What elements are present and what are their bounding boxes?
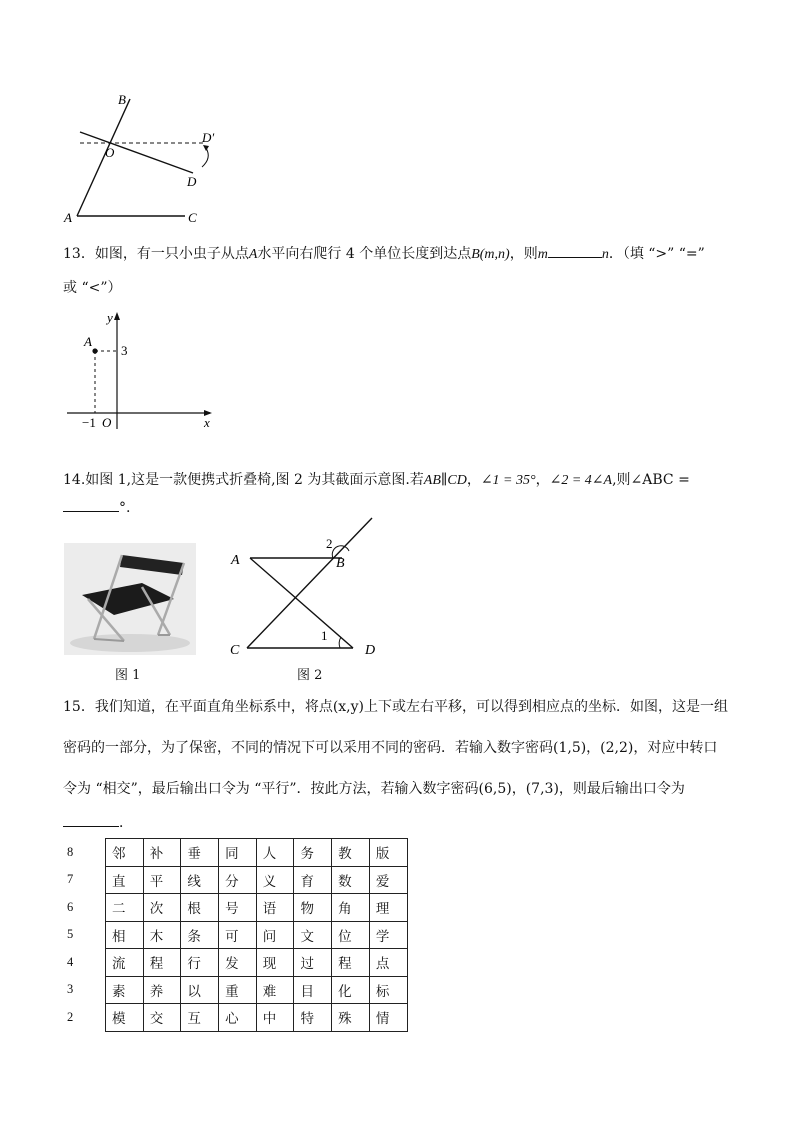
table-cell: 程 bbox=[332, 949, 370, 977]
origin-label: O bbox=[102, 415, 112, 430]
q14-line1 bbox=[63, 470, 690, 491]
q14-text-a: 14.如图 1,这是一款便携式折叠椅,图 2 为其截面示意图.若 bbox=[63, 472, 424, 488]
q13-line2: 或 “<”） bbox=[63, 280, 122, 296]
q14-comma: ， bbox=[466, 472, 481, 488]
table-cell: 殊 bbox=[332, 1004, 370, 1032]
table-cell: 务 bbox=[294, 839, 332, 867]
table-cell: 难 bbox=[256, 976, 294, 1004]
q15-line3: 令为 “相交”，最后输出口令为 “平行”．按此方法，若输入数字密码(6,5)，(7,3)，则最后输出口令为 bbox=[63, 781, 685, 797]
q14-line2 bbox=[63, 497, 130, 518]
arrow-head bbox=[203, 145, 209, 151]
figure-14-chair bbox=[64, 543, 196, 655]
q15-suffix: ． bbox=[119, 815, 133, 831]
table-cell: 线 bbox=[181, 866, 219, 894]
table-cell: 木 bbox=[143, 921, 181, 949]
row-label: 5 bbox=[67, 927, 74, 942]
q13-n: n bbox=[601, 247, 609, 262]
y-label: y bbox=[107, 310, 113, 325]
row-spacer bbox=[86, 866, 106, 894]
rotation-arrow bbox=[202, 148, 208, 167]
table-cell: 位 bbox=[332, 921, 370, 949]
table-cell: 可 bbox=[219, 921, 257, 949]
q13-point-b: B(m,n) bbox=[471, 247, 510, 262]
table-cell: 标 bbox=[369, 976, 407, 1004]
table-cell: 育 bbox=[294, 866, 332, 894]
row-spacer bbox=[86, 949, 106, 977]
q14-text-b: ,则∠ABC = bbox=[612, 472, 690, 488]
q13-m: m bbox=[537, 247, 548, 262]
label-b: B bbox=[118, 92, 126, 107]
table-cell: 化 bbox=[332, 976, 370, 1004]
q13-text-b: 水平向右爬行 4 个单位长度到达点 bbox=[257, 246, 472, 262]
row-spacer bbox=[86, 921, 106, 949]
label-o: O bbox=[105, 145, 115, 160]
table-cell: 补 bbox=[143, 839, 181, 867]
row-spacer bbox=[86, 839, 106, 867]
table-cell: 根 bbox=[181, 894, 219, 922]
q14-answer-blank[interactable] bbox=[63, 497, 119, 512]
tick-neg1: −1 bbox=[82, 415, 96, 430]
fig2-caption: 图 2 bbox=[297, 668, 323, 683]
table-row bbox=[67, 894, 407, 922]
q14-suffix: °. bbox=[119, 500, 131, 516]
label-2: 2 bbox=[326, 536, 333, 551]
table-cell: 程 bbox=[143, 949, 181, 977]
table-cell: 中 bbox=[256, 1004, 294, 1032]
table-cell: 重 bbox=[219, 976, 257, 1004]
q14-angle1: ∠1 = 35° bbox=[480, 473, 536, 488]
table-cell: 模 bbox=[106, 1004, 144, 1032]
table-cell: 情 bbox=[369, 1004, 407, 1032]
line-cb-extended bbox=[247, 518, 372, 648]
table-cell: 点 bbox=[369, 949, 407, 977]
figure-14-section bbox=[225, 515, 385, 660]
table-cell: 理 bbox=[369, 894, 407, 922]
row-label: 6 bbox=[67, 899, 74, 914]
table-cell: 交 bbox=[143, 1004, 181, 1032]
password-table-wrap bbox=[67, 838, 408, 1032]
label-a: A bbox=[64, 210, 72, 225]
figure-13-coordinate bbox=[62, 305, 222, 435]
q13-point-a: A bbox=[248, 247, 258, 262]
table-cell: 学 bbox=[369, 921, 407, 949]
table-cell: 问 bbox=[256, 921, 294, 949]
q15-line1: 15．我们知道，在平面直角坐标系中，将点(x,y)上下或左右平移，可以得到相应点的坐标．如图，这是一组 bbox=[63, 699, 728, 715]
table-cell: 义 bbox=[256, 866, 294, 894]
table-cell: 以 bbox=[181, 976, 219, 1004]
line-od bbox=[80, 132, 193, 173]
table-cell: 垂 bbox=[181, 839, 219, 867]
label-b: B bbox=[336, 556, 345, 571]
line-ad bbox=[250, 558, 353, 648]
table-cell: 素 bbox=[106, 976, 144, 1004]
table-cell: 行 bbox=[181, 949, 219, 977]
q13-answer-blank[interactable] bbox=[548, 243, 602, 258]
table-cell: 角 bbox=[332, 894, 370, 922]
password-table bbox=[67, 838, 408, 1032]
figure-12-geometry bbox=[60, 90, 230, 230]
table-cell: 人 bbox=[256, 839, 294, 867]
q14-angle2: ∠2 = 4∠A bbox=[549, 473, 613, 488]
table-cell: 次 bbox=[143, 894, 181, 922]
table-cell: 同 bbox=[219, 839, 257, 867]
q13-line1 bbox=[63, 243, 705, 265]
table-cell: 物 bbox=[294, 894, 332, 922]
row-spacer bbox=[86, 894, 106, 922]
q13-text-c: ，则 bbox=[509, 246, 538, 262]
q15-answer-blank[interactable] bbox=[63, 812, 119, 827]
point-a-label: A bbox=[84, 334, 92, 349]
row-label: 4 bbox=[67, 954, 74, 969]
q14-parallel: AB∥CD bbox=[423, 473, 467, 488]
table-cell: 文 bbox=[294, 921, 332, 949]
table-cell: 二 bbox=[106, 894, 144, 922]
table-cell: 直 bbox=[106, 866, 144, 894]
angle-1-arc bbox=[339, 637, 341, 648]
table-cell: 邻 bbox=[106, 839, 144, 867]
table-row bbox=[67, 921, 407, 949]
table-cell: 版 bbox=[369, 839, 407, 867]
table-cell: 语 bbox=[256, 894, 294, 922]
table-cell: 平 bbox=[143, 866, 181, 894]
label-d-prime: D′ bbox=[202, 130, 215, 145]
table-cell: 发 bbox=[219, 949, 257, 977]
label-1: 1 bbox=[321, 628, 328, 643]
table-cell: 互 bbox=[181, 1004, 219, 1032]
fig1-caption: 图 1 bbox=[115, 668, 141, 683]
row-label: 2 bbox=[67, 1009, 74, 1024]
floor-shadow bbox=[70, 634, 190, 652]
table-cell: 爱 bbox=[369, 866, 407, 894]
table-cell: 养 bbox=[143, 976, 181, 1004]
table-cell: 目 bbox=[294, 976, 332, 1004]
tick-3: 3 bbox=[121, 343, 128, 358]
table-row bbox=[67, 866, 407, 894]
table-row bbox=[67, 839, 407, 867]
label-c: C bbox=[230, 643, 240, 658]
table-cell: 特 bbox=[294, 1004, 332, 1032]
q14-comma-2: ， bbox=[535, 472, 550, 488]
line-ab bbox=[77, 99, 130, 216]
q15-line2: 密码的一部分，为了保密，不同的情况下可以采用不同的密码．若输入数字密码(1,5)，(2,2)，对应中转口 bbox=[63, 740, 718, 756]
table-cell: 过 bbox=[294, 949, 332, 977]
row-label: 3 bbox=[67, 982, 74, 997]
table-cell: 数 bbox=[332, 866, 370, 894]
table-cell: 相 bbox=[106, 921, 144, 949]
table-cell: 号 bbox=[219, 894, 257, 922]
row-spacer bbox=[86, 1004, 106, 1032]
label-a: A bbox=[231, 553, 240, 568]
table-cell: 心 bbox=[219, 1004, 257, 1032]
table-row bbox=[67, 976, 407, 1004]
table-cell: 分 bbox=[219, 866, 257, 894]
q15-line4 bbox=[63, 812, 133, 833]
x-label: x bbox=[204, 415, 210, 430]
table-row bbox=[67, 949, 407, 977]
table-cell: 现 bbox=[256, 949, 294, 977]
row-spacer bbox=[86, 976, 106, 1004]
row-label: 7 bbox=[67, 872, 74, 887]
q13-text-a: 13．如图，有一只小虫子从点 bbox=[63, 246, 249, 262]
label-d: D bbox=[187, 174, 197, 189]
table-cell: 教 bbox=[332, 839, 370, 867]
point-a bbox=[92, 348, 97, 353]
y-axis-arrow bbox=[114, 312, 120, 320]
q13-text-d: ．（填 “>” “=” bbox=[608, 246, 705, 262]
table-cell: 流 bbox=[106, 949, 144, 977]
label-c: C bbox=[188, 210, 197, 225]
row-label: 8 bbox=[67, 844, 74, 859]
table-row bbox=[67, 1004, 407, 1032]
table-cell: 条 bbox=[181, 921, 219, 949]
label-d: D bbox=[365, 643, 376, 658]
